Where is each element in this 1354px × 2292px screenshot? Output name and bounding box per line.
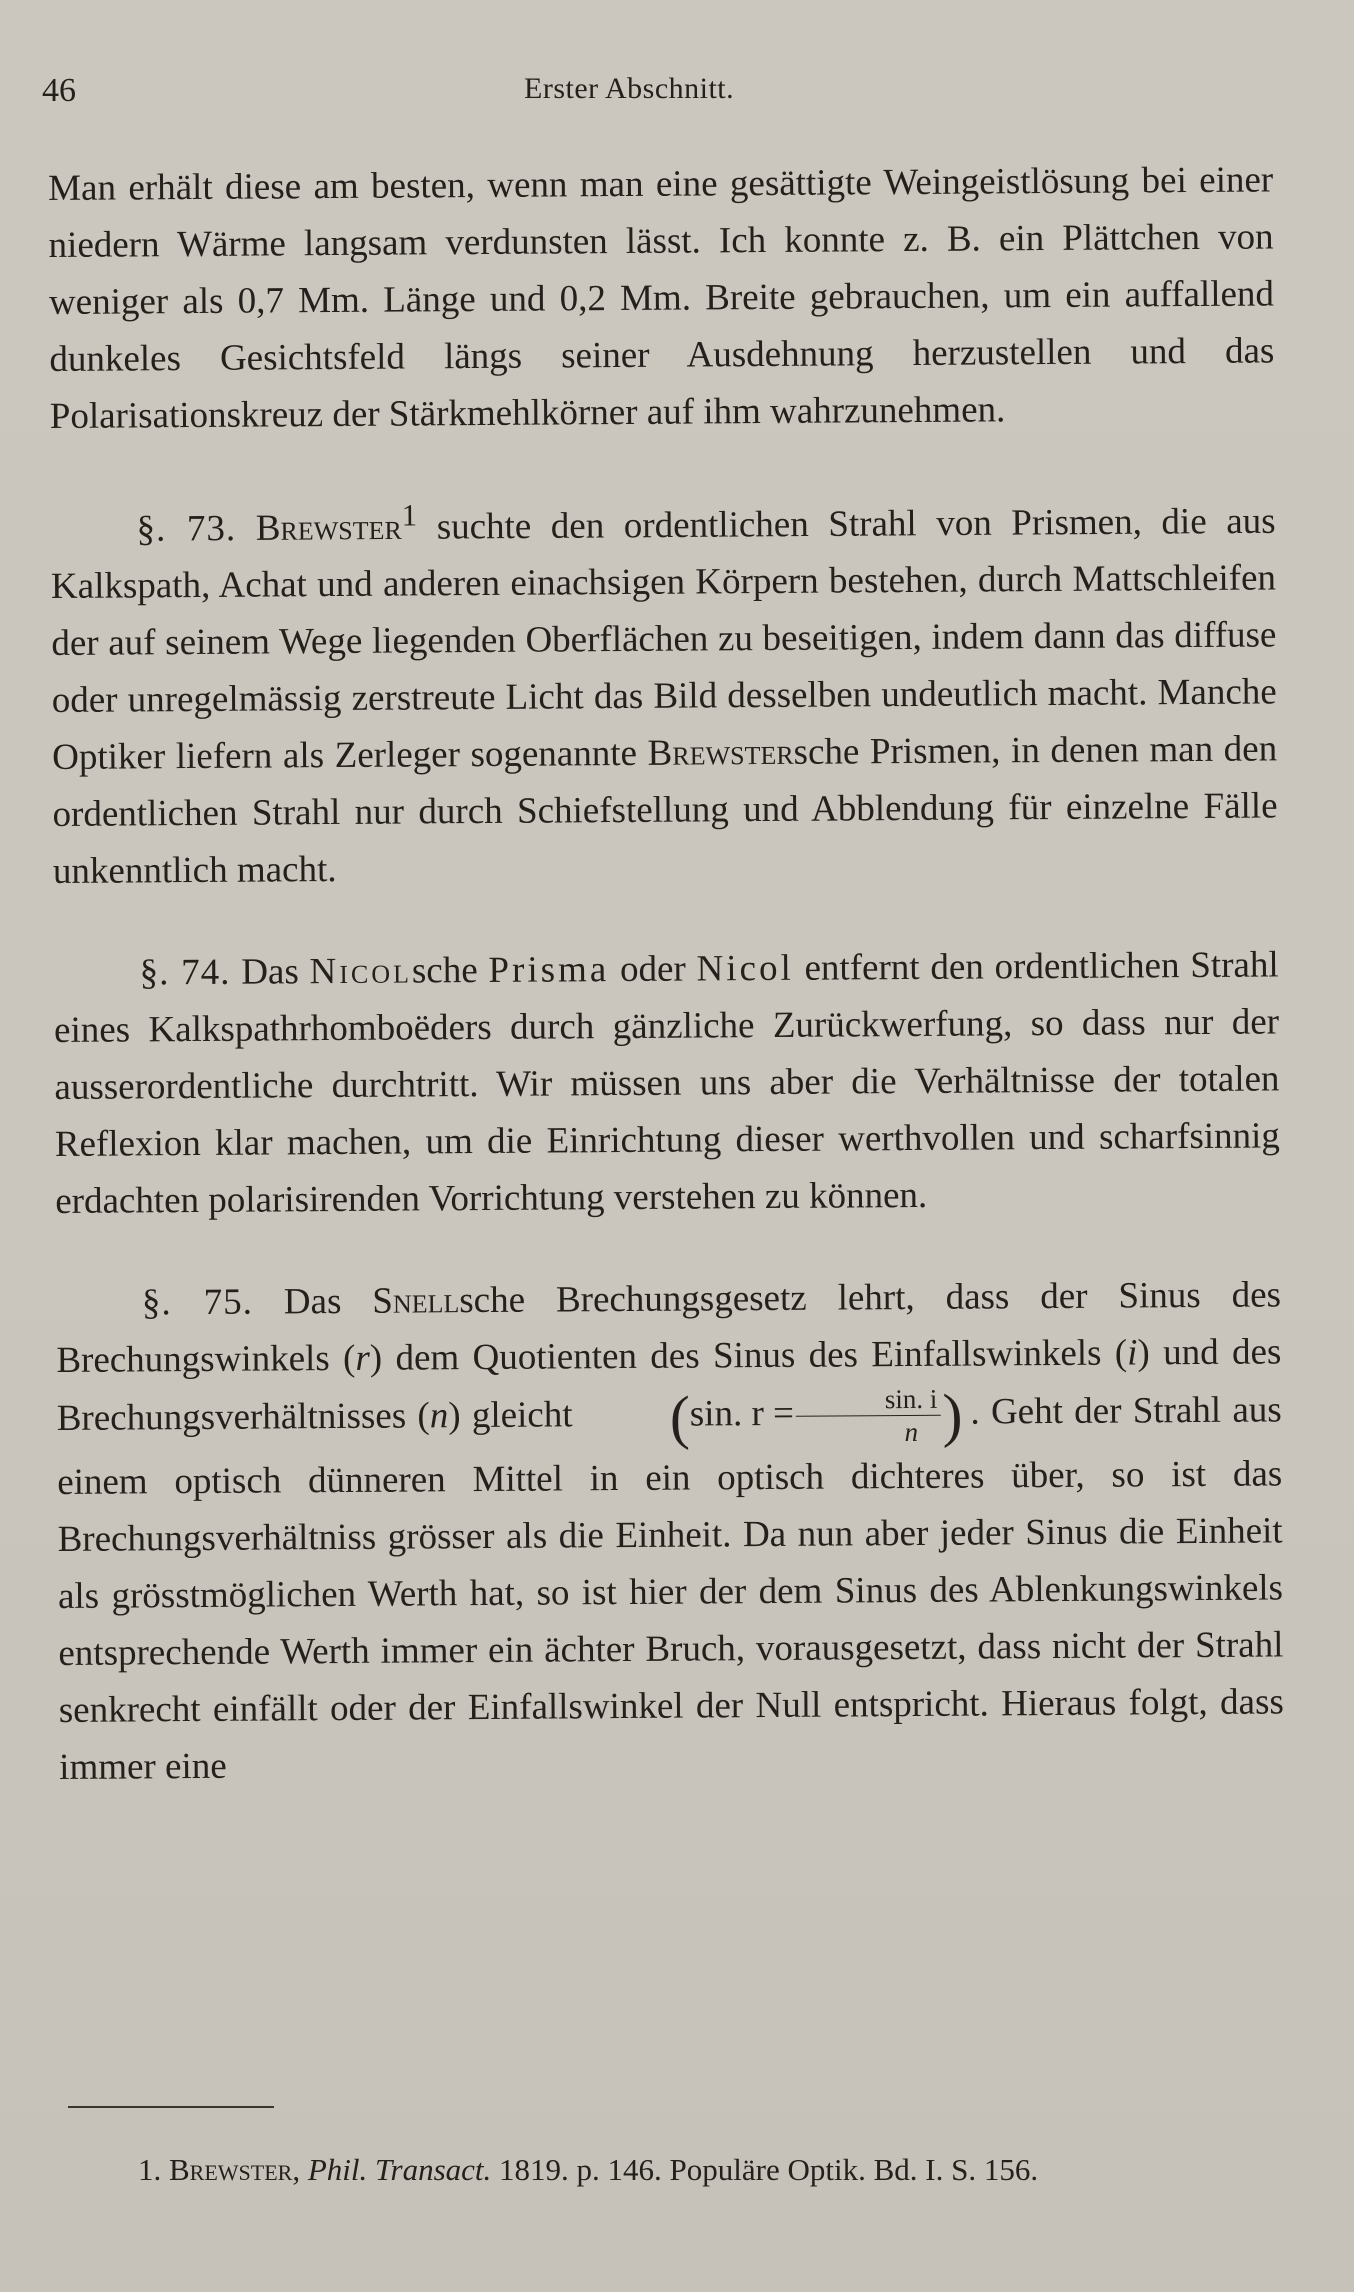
author-name: Brewster <box>255 506 402 549</box>
footnote-details: 1819. p. 146. Populäre Optik. Bd. I. S. 156. <box>491 2152 1039 2187</box>
paragraph-text: Das <box>230 951 310 994</box>
paragraph-text: . Geht der Strahl aus einem optisch dünneren Mittel in ein optisch dichteres über, so ist das Brechungsverhältniss grösser als die Einheit. Da nun aber jeder Sinus die Einheit als grösstmöglichen Werth hat, so ist hier der dem Sinus des Ablenkungswinkels entsprechende Werth immer ein ächter Bruch, vorausgesetzt, dass nicht der Strahl senkrecht einfällt oder der Einfallswinkel der Null entspricht. Hieraus folgt, dass immer eine <box>57 1389 1284 1789</box>
paragraph-text: suchte den ordentlichen Strahl von Prismen, die aus Kalkspath, Achat und anderen einachsigen Körpern bestehen, durch Mattschleifen der auf seinem Wege liegenden Oberflächen zu beseitigen, indem dann das diffuse oder unregelmässig zerstreute Licht das Bild desselben undeutlich macht. Manche Optiker liefern als Zerleger sogenannte <box>50 500 1277 779</box>
emphasized-term: Prisma <box>488 949 610 992</box>
math-variable: r <box>355 1338 370 1380</box>
page-header <box>42 72 1292 132</box>
section-number: §. 75. <box>141 1281 254 1324</box>
paragraph-text: ) dem Quotienten des Sinus des Einfallswinkels ( <box>369 1332 1128 1380</box>
formula-fraction <box>796 1383 941 1449</box>
body-text <box>48 151 1284 1796</box>
paragraph-text: ) und des Brechungsverhältnisses ( <box>56 1331 1282 1440</box>
paragraph-text: sche Prismen, in denen man den ordentlichen Strahl nur durch Schiefstellung und Abblendung für einzelne Fälle unkenntlich macht. <box>52 728 1278 893</box>
author-name: Nicol <box>309 950 413 993</box>
running-head: Erster Abschnitt. <box>524 72 735 105</box>
paragraph-continuation: Man erhält diese am besten, wenn man eine gesättigte Weingeistlösung bei einer niedern Wärme langsam verdunsten lässt. Ich konnte z. B. ein Plättchen von weniger als 0,7 Mm. Länge und 0,2 Mm. Breite gebrauchen, um ein auffallend dunkeles Gesichtsfeld längs seiner Ausdehnung herzustellen und das Polarisationskreuz der Stärkmehlkörner auf ihm wahrzunehmen. <box>48 159 1275 437</box>
section-number: §. 74. <box>139 952 231 994</box>
fraction-denominator: n <box>904 1417 919 1448</box>
paragraph-text: sche <box>411 950 489 992</box>
math-variable: n <box>429 1395 449 1437</box>
footnote-marker: 1. <box>138 2152 162 2187</box>
footnote <box>138 2150 1298 2190</box>
formula-left-side: sin. r = <box>689 1393 795 1435</box>
page-number: 46 <box>42 72 76 109</box>
fraction-numerator: sin. i <box>796 1383 941 1417</box>
footnote-reference: 1 <box>401 498 418 533</box>
paragraph-text: entfernt den ordentlichen Strahl eines Kalkspathrhomboëders durch gänzliche Zurückwerfung, so dass nur der ausserordentliche durchtritt. Wir müssen uns aber die Verhältnisse der totalen Reflexion klar machen, um die Einrichtung dieser werthvollen und scharfsinnig erdachten polarisirenden Vorrichtung verstehen zu können. <box>53 944 1280 1223</box>
paragraph-section-75 <box>56 1267 1285 1797</box>
formula-bracket: ( <box>669 1384 691 1451</box>
paragraph-text: ) gleicht <box>448 1394 584 1437</box>
formula-bracket: ) <box>942 1382 963 1449</box>
paragraph-section-73 <box>50 481 1278 900</box>
author-name: Snell <box>372 1280 460 1323</box>
paragraph-text: oder <box>609 948 697 991</box>
refraction-formula <box>584 1383 963 1451</box>
footnote-source: Phil. Transact. <box>307 2152 492 2187</box>
emphasized-term: Nicol <box>696 948 794 990</box>
author-name: Brewster <box>647 732 794 775</box>
paragraph-section-74 <box>53 937 1280 1231</box>
section-number: §. 73. <box>136 508 237 550</box>
paragraph-text: sche Brechungsgesetz lehrt, dass der Sinus des Brechungswinkels ( <box>56 1274 1282 1382</box>
paragraph-text: Das <box>252 1281 373 1323</box>
footnote-author: Brewster, <box>169 2152 301 2187</box>
math-variable: i <box>1127 1332 1138 1374</box>
footnote-divider <box>68 2106 274 2108</box>
